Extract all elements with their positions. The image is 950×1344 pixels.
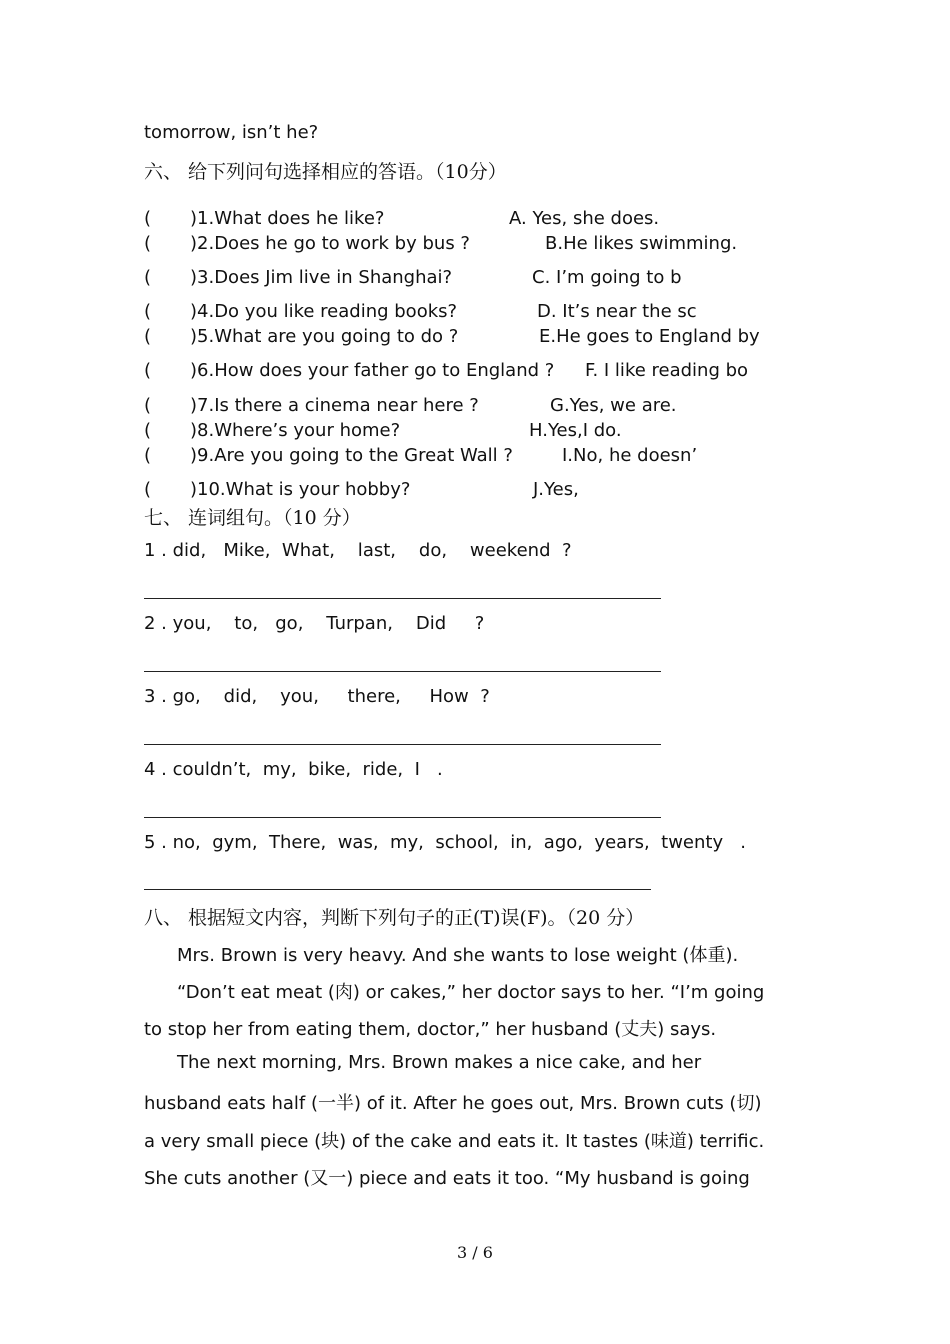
answer-option: B.He likes swimming.	[545, 233, 738, 254]
section-8-heading: 八、 根据短文内容，判断下列句子的正(T)误(F)。（20 分）	[144, 907, 645, 929]
question-text: )5.What are you going to do ?	[190, 326, 459, 347]
section-6-heading: 六、 给下列问句选择相应的答语。（10分）	[144, 161, 507, 183]
passage-line: The next morning, Mrs. Brown makes a nice cake, and her	[177, 1052, 702, 1073]
answer-option: C. I’m going to b	[532, 267, 682, 288]
answer-blank[interactable]: (	[144, 208, 152, 229]
question-text: )10.What is your hobby?	[190, 479, 411, 500]
question-text: )7.Is there a cinema near here ?	[190, 395, 479, 416]
answer-line[interactable]	[144, 889, 651, 890]
passage-line: a very small piece (块) of the cake and eats it. It tastes (味道) terrific.	[144, 1131, 765, 1152]
answer-option: E.He goes to England by	[539, 326, 760, 347]
continuation-text: tomorrow, isn’t he?	[144, 122, 319, 143]
question-text: )6.How does your father go to England ?	[190, 360, 555, 381]
answer-option: D. It’s near the sc	[537, 301, 697, 322]
answer-blank[interactable]: (	[144, 301, 152, 322]
answer-line[interactable]	[144, 817, 661, 818]
answer-option: F. I like reading bo	[585, 360, 749, 381]
scrambled-words: 2 . you, to, go, Turpan, Did ?	[144, 613, 485, 634]
question-text: )9.Are you going to the Great Wall ?	[190, 445, 513, 466]
answer-line[interactable]	[144, 598, 661, 599]
answer-blank[interactable]: (	[144, 395, 152, 416]
answer-blank[interactable]: (	[144, 445, 152, 466]
passage-line: to stop her from eating them, doctor,” her husband (丈夫) says.	[144, 1019, 717, 1040]
page-number: 3 / 6	[457, 1243, 493, 1262]
answer-blank[interactable]: (	[144, 479, 152, 500]
question-text: )1.What does he like?	[190, 208, 385, 229]
answer-blank[interactable]: (	[144, 420, 152, 441]
question-text: )2.Does he go to work by bus ?	[190, 233, 470, 254]
section-7-heading: 七、 连词组句。（10 分）	[144, 507, 361, 529]
answer-option: A. Yes, she does.	[509, 208, 660, 229]
passage-line: Mrs. Brown is very heavy. And she wants to lose weight (体重).	[177, 945, 739, 966]
scrambled-words: 1 . did, Mike, What, last, do, weekend ?	[144, 540, 572, 561]
answer-blank[interactable]: (	[144, 326, 152, 347]
answer-option: G.Yes, we are.	[550, 395, 677, 416]
question-text: )3.Does Jim live in Shanghai?	[190, 267, 453, 288]
answer-option: I.No, he doesn’	[562, 445, 698, 466]
answer-option: J.Yes,	[533, 479, 579, 500]
scrambled-words: 4 . couldn’t, my, bike, ride, I .	[144, 759, 443, 780]
scrambled-words: 5 . no, gym, There, was, my, school, in, ago, years, twenty .	[144, 832, 746, 853]
passage-line: She cuts another (又一) piece and eats it too. “My husband is going	[144, 1168, 750, 1189]
question-text: )4.Do you like reading books?	[190, 301, 458, 322]
answer-blank[interactable]: (	[144, 233, 152, 254]
answer-line[interactable]	[144, 744, 661, 745]
answer-blank[interactable]: (	[144, 360, 152, 381]
scrambled-words: 3 . go, did, you, there, How ?	[144, 686, 490, 707]
passage-line: husband eats half (一半) of it. After he goes out, Mrs. Brown cuts (切)	[144, 1093, 762, 1114]
answer-blank[interactable]: (	[144, 267, 152, 288]
passage-line: “Don’t eat meat (肉) or cakes,” her doctor says to her. “I’m going	[177, 982, 765, 1003]
question-text: )8.Where’s your home?	[190, 420, 401, 441]
answer-option: H.Yes,I do.	[529, 420, 622, 441]
answer-line[interactable]	[144, 671, 661, 672]
